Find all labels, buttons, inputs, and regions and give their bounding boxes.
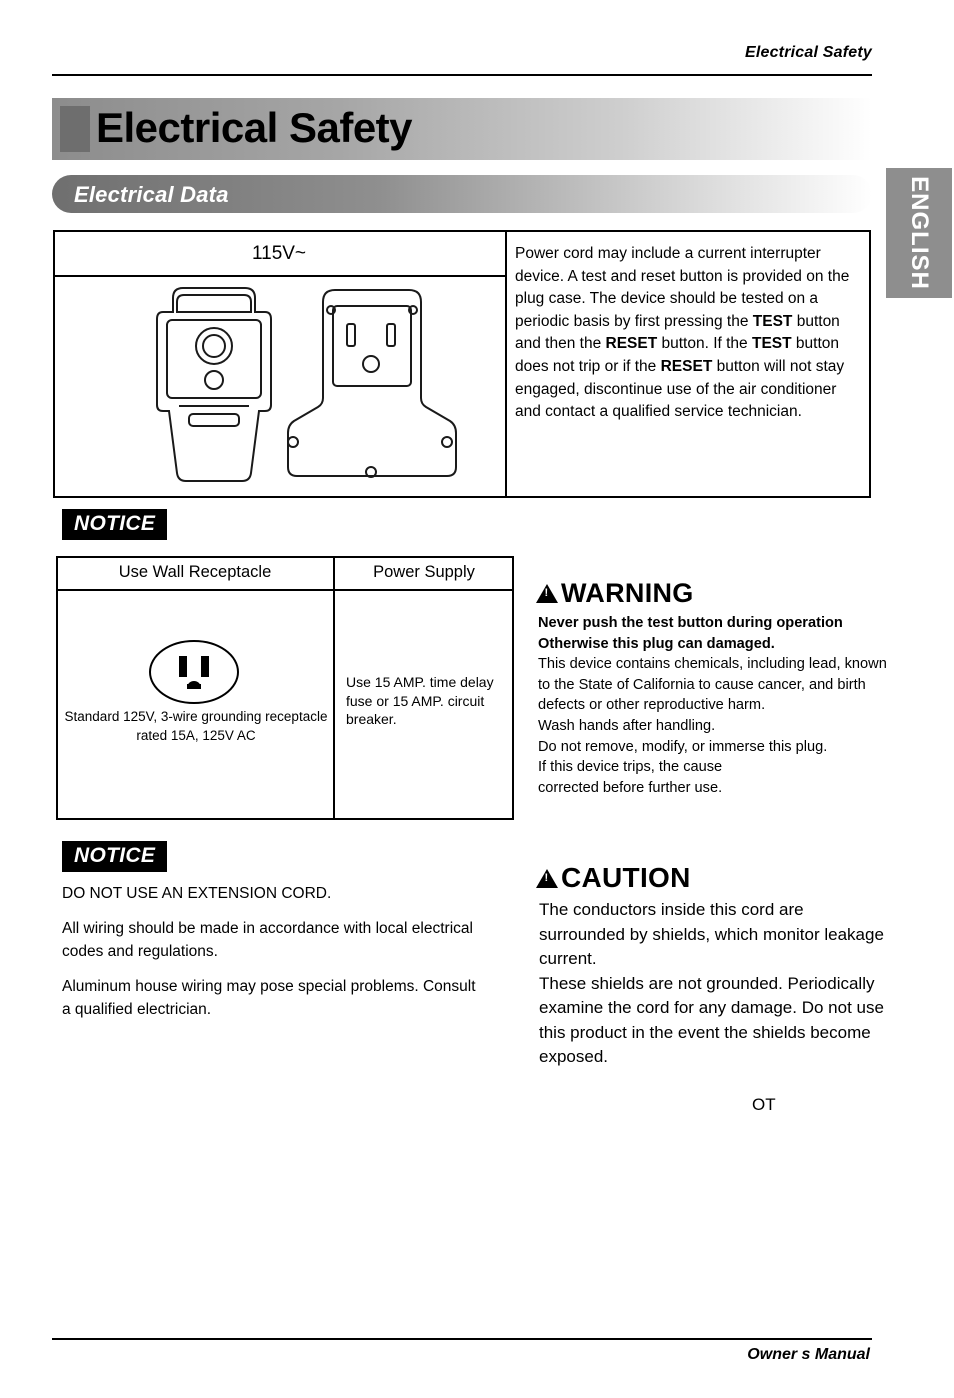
wall-outlet-icon [148, 640, 240, 704]
warning-line-5: corrected before further use. [538, 779, 723, 796]
notice-badge-2: NOTICE [62, 841, 167, 872]
language-tab [886, 168, 952, 298]
language-tab-label: ENGLISH [906, 176, 933, 290]
warning-body [538, 613, 890, 798]
warning-heading-label: WARNING [561, 578, 694, 608]
caution-heading [536, 862, 691, 894]
warning-triangle-icon [536, 584, 558, 603]
power-cord-note: Power cord may include a current interrupter device. A test and reset button is provided on the plug case. The device should be tested on a periodic basis by first pressing the TEST button and then the RESET button. If the TEST button does not trip or if the RESET button will not stay engaged, discontinue use of the air conditioner and contact a qualified service technician. [515, 245, 850, 421]
notice-badge-1: NOTICE [62, 509, 167, 540]
plug-illustration [55, 280, 503, 495]
receptacle-header-2: Power Supply [373, 563, 475, 581]
notice-2-line-1: DO NOT USE AN EXTENSION CORD. [62, 885, 332, 902]
warning-line-1: This device contains chemicals, including lead, known to the State of California to cause cancer, and birth defects or other reproductive harm. [538, 656, 887, 714]
footer-divider [52, 1338, 872, 1340]
warning-line-2: Wash hands after handling. [538, 717, 716, 734]
notice-2-body [62, 882, 482, 1033]
caution-heading-label: CAUTION [561, 862, 691, 893]
warning-bold-1: Never push the test button during operation [538, 615, 843, 631]
ot-mark: OT [752, 1095, 776, 1114]
notice-2-line-3: Aluminum house wiring may pose special problems. Consult a qualified electrician. [62, 978, 476, 1018]
title-swatch [60, 106, 90, 152]
warning-bold-2: Otherwise this plug can damaged. [538, 635, 775, 652]
plug-back-icon [288, 290, 456, 477]
warning-triangle-icon [536, 869, 558, 888]
receptacle-header-rule [56, 589, 512, 591]
receptacle-caption: Standard 125V, 3-wire grounding receptacle rated 15A, 125V AC [64, 709, 328, 743]
caution-line-1: The conductors inside this cord are surrounded by shields, which monitor leakage current. [539, 900, 884, 968]
footer-label: Owner s Manual [747, 1346, 870, 1363]
caution-line-2: These shields are not grounded. Periodically examine the cord for any damage. Do not use this product in the event the shields become exposed. [539, 973, 884, 1066]
caution-body [539, 898, 884, 1070]
page-title: Electrical Safety [96, 104, 413, 151]
receptacle-column-rule [333, 556, 335, 818]
receptacle-header-1: Use Wall Receptacle [118, 563, 272, 581]
power-supply-value: Use 15 AMP. time delay fuse or 15 AMP. circuit breaker. [346, 674, 494, 727]
warning-line-4: If this device trips, the cause [538, 759, 723, 776]
warning-line-3: Do not remove, modify, or immerse this plug. [538, 738, 828, 755]
electrical-data-vertical-rule [505, 230, 507, 498]
warning-heading [536, 578, 694, 609]
notice-2-line-2: All wiring should be made in accordance with local electrical codes and regulations. [62, 920, 473, 960]
section-title: Electrical Data [74, 182, 229, 207]
running-head: Electrical Safety [744, 44, 872, 61]
header-divider [52, 74, 872, 76]
plug-front-icon [55, 280, 503, 495]
electrical-data-horizontal-rule [53, 275, 507, 277]
voltage-label: 115V~ [251, 243, 307, 264]
